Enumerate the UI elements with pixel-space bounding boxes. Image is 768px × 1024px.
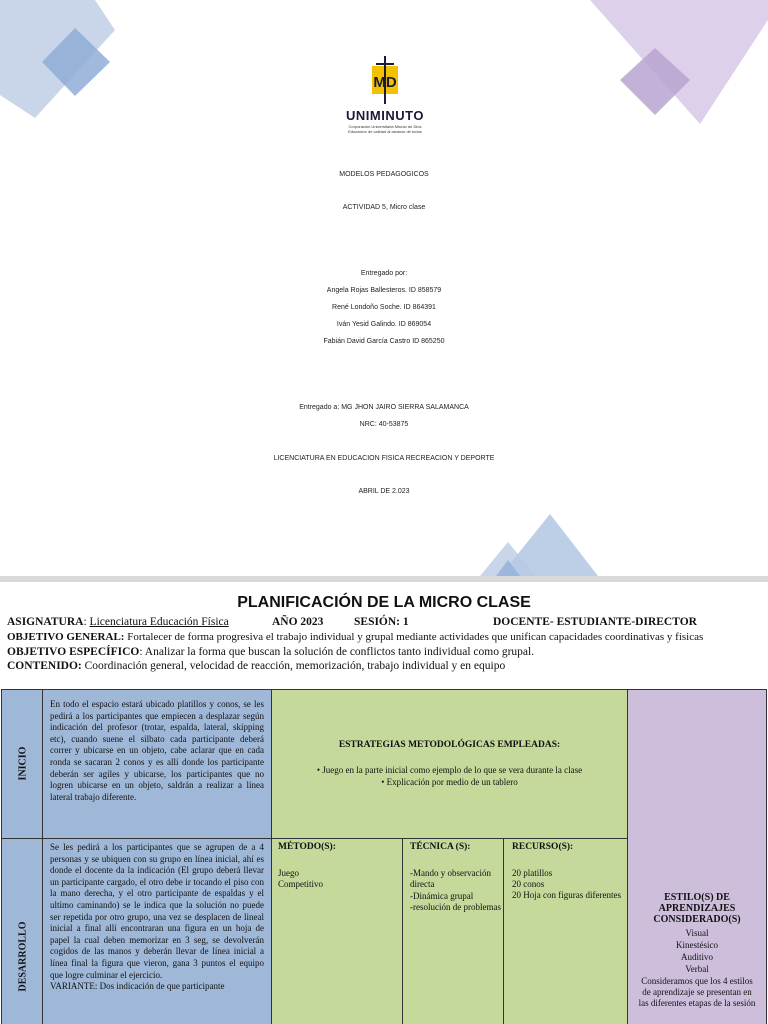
tecnica-item-3: -resolución de problemas <box>410 902 501 912</box>
author-3: Iván Yesid Galindo. ID 869054 <box>336 321 432 328</box>
inicio-text-cell <box>42 689 272 839</box>
estilos-verbal: Verbal <box>685 964 709 974</box>
recurso-item-3: 20 Hoja con figuras diferentes <box>512 890 621 900</box>
planning-table <box>1 689 767 1024</box>
asignatura-line: ASIGNATURA: Licenciatura Educación Física <box>7 616 229 628</box>
delivered-to: Entregado a: MG JHON JAIRO SIERRA SALAMANCA <box>299 404 469 411</box>
inicio-text: En todo el espacio estará ubicado platillos y conos, se les pedirá a los participantes que empiecen a desplazar según indicación del profesor (trotar, espalda, lateral, skipping etc), cuando suene el silbato cada participante deberá correr y ubicarse en un objeto, cabe aclarar que en cada ronda se sacaran 2 conos y es allí donde los participante deberán ser agiles y ubicarse, los participantes que no logren ubicarse en un objeto, saldrán a realizar a línea lateral trabajo diferente. <box>50 699 264 802</box>
tecnica-title: TÉCNICA (S): <box>410 842 471 852</box>
logo-mark: MD <box>373 74 397 91</box>
logo-subtitle-2: Educación de calidad al alcance de todos <box>348 129 422 134</box>
objetivo-general-value: Fortalecer de forma progresiva el trabajo individual y grupal mediante actividades que unifican capacidades coordinativas y físicas <box>124 631 704 643</box>
plan-title: PLANIFICACIÓN DE LA MICRO CLASE <box>237 594 531 611</box>
asignatura-value: Licenciatura Educación Física <box>89 616 229 628</box>
estilos-visual: Visual <box>685 928 709 938</box>
plan-page <box>0 582 768 1024</box>
metodo-cell <box>271 838 403 1024</box>
metodo-title: MÉTODO(S): <box>278 842 336 852</box>
metodo-item-2: Competitivo <box>278 879 323 889</box>
desarrollo-text-variante: VARIANTE: Dos indicación de que participante <box>50 981 225 992</box>
sesion-value: SESIÓN: 1 <box>354 616 409 628</box>
course-name: MODELOS PEDAGOGICOS <box>339 171 429 178</box>
estrategias-item-1-text: Juego en la parte inicial como ejemplo de lo que se vera durante la clase <box>322 765 583 775</box>
docente <box>493 616 697 628</box>
author-4: Fabián David García Castro ID 865250 <box>323 338 445 345</box>
recurso-item-1: 20 platillos <box>512 868 553 878</box>
estrategias-cell <box>271 689 628 839</box>
decor-diamonds-left <box>0 0 140 130</box>
estilos-title: ESTILO(S) DE APRENDIZAJES CONSIDERADO(S) <box>653 892 741 925</box>
author-1: Angela Rojas Ballesteros. ID 858579 <box>326 287 442 294</box>
estilos-auditivo: Auditivo <box>680 952 713 962</box>
contenido-line <box>7 660 505 672</box>
inicio-label: INICIO <box>17 746 29 781</box>
objetivo-general-line <box>7 631 703 643</box>
contenido-value: Coordinación general, velocidad de reacción, memorización, trabajo individual y en equipo <box>81 660 506 672</box>
metodo-item-1: Juego <box>278 868 299 878</box>
delivery-date: ABRIL DE 2.023 <box>358 488 410 495</box>
estrategias-item-2: • Explicación por medio de un tablero <box>381 777 518 787</box>
sesion <box>354 616 409 628</box>
inicio-label-cell <box>1 689 43 839</box>
estrategias-title: ESTRATEGIAS METODOLÓGICAS EMPLEADAS: <box>338 740 561 750</box>
anio-value: AÑO 2023 <box>272 616 324 628</box>
objetivo-especifico-value: : Analizar la forma que buscan la solución de conflictos tanto individual como grupal. <box>139 646 535 658</box>
decor-diamonds-right <box>590 0 768 130</box>
contenido-label: CONTENIDO: <box>7 660 82 672</box>
estilos-cell <box>627 689 767 1024</box>
desarrollo-text <box>50 842 264 993</box>
anio <box>272 616 323 628</box>
logo-subtitle-1: Corporación Universitaria Minuto de Dios <box>348 124 422 129</box>
tecnica-item-2: -Dinámica grupal <box>410 891 474 901</box>
nrc-code: NRC: 40-53875 <box>359 421 409 428</box>
desarrollo-label: DESARROLLO <box>17 921 29 992</box>
recurso-item-2: 20 conos <box>512 879 545 889</box>
recurso-cell <box>503 838 628 1024</box>
decor-triangles-bottom <box>470 510 610 576</box>
desarrollo-text-main: Se les pedirá a los participantes que se agrupen de a 4 personas y se ubiquen con su grupo en línea inicial, ahí es donde el docente da la indicación (El grupo deberá llevar un participante cargado, el otro debe ir tocando el piso con la mano derecha, y el otro participante de espaldas y el ultimo caminando) se le indica que la solución no puede ser repetida por otro grupo, una vez se desplacen de lineal inicial a final allí encontraran una figura en un hoja de papel la cual deben memorizar en 3 seg, se devolverán cogidos de las manos y deberán llevar de línea inicial a línea final la figura que vieron, gana 3 puntos el equipo que logre culminar el ejercicio. <box>50 842 264 980</box>
program-name: LICENCIATURA EN EDUCACION FISICA RECREACION Y DEPORTE <box>273 455 495 462</box>
objetivo-especifico-label: OBJETIVO ESPECÍFICO <box>7 646 140 658</box>
docente-value: DOCENTE- ESTUDIANTE-DIRECTOR <box>493 616 697 628</box>
desarrollo-text-cell <box>42 838 272 1024</box>
desarrollo-label-cell <box>1 838 43 1024</box>
objetivo-general-label: OBJETIVO GENERAL: <box>7 631 125 643</box>
logo-name: UNIMINUTO <box>346 108 424 123</box>
estrategias-item-1: • Juego en la parte inicial como ejemplo de lo que se vera durante la clase <box>316 765 583 775</box>
estrategias-item-2-text: Explicación por medio de un tablero <box>386 777 518 787</box>
delivered-by-label: Entregado por: <box>360 270 408 277</box>
estilos-note: Consideramos que los 4 estilos de aprendizaje se presentan en las diferentes etapas de la sesión <box>638 976 756 1008</box>
activity-name: ACTIVIDAD 5, Micro clase <box>342 204 426 211</box>
asignatura-label: ASIGNATURA <box>7 616 84 628</box>
objetivo-especifico-line <box>7 646 534 658</box>
estilos-kinestesico: Kinestésico <box>676 940 718 950</box>
uniminuto-logo <box>330 56 440 136</box>
recurso-title: RECURSO(S): <box>512 842 574 852</box>
tecnica-item-1: -Mando y observación directa <box>410 868 491 889</box>
author-2: René Londoño Soche. ID 864391 <box>332 304 436 311</box>
tecnica-cell <box>402 838 504 1024</box>
